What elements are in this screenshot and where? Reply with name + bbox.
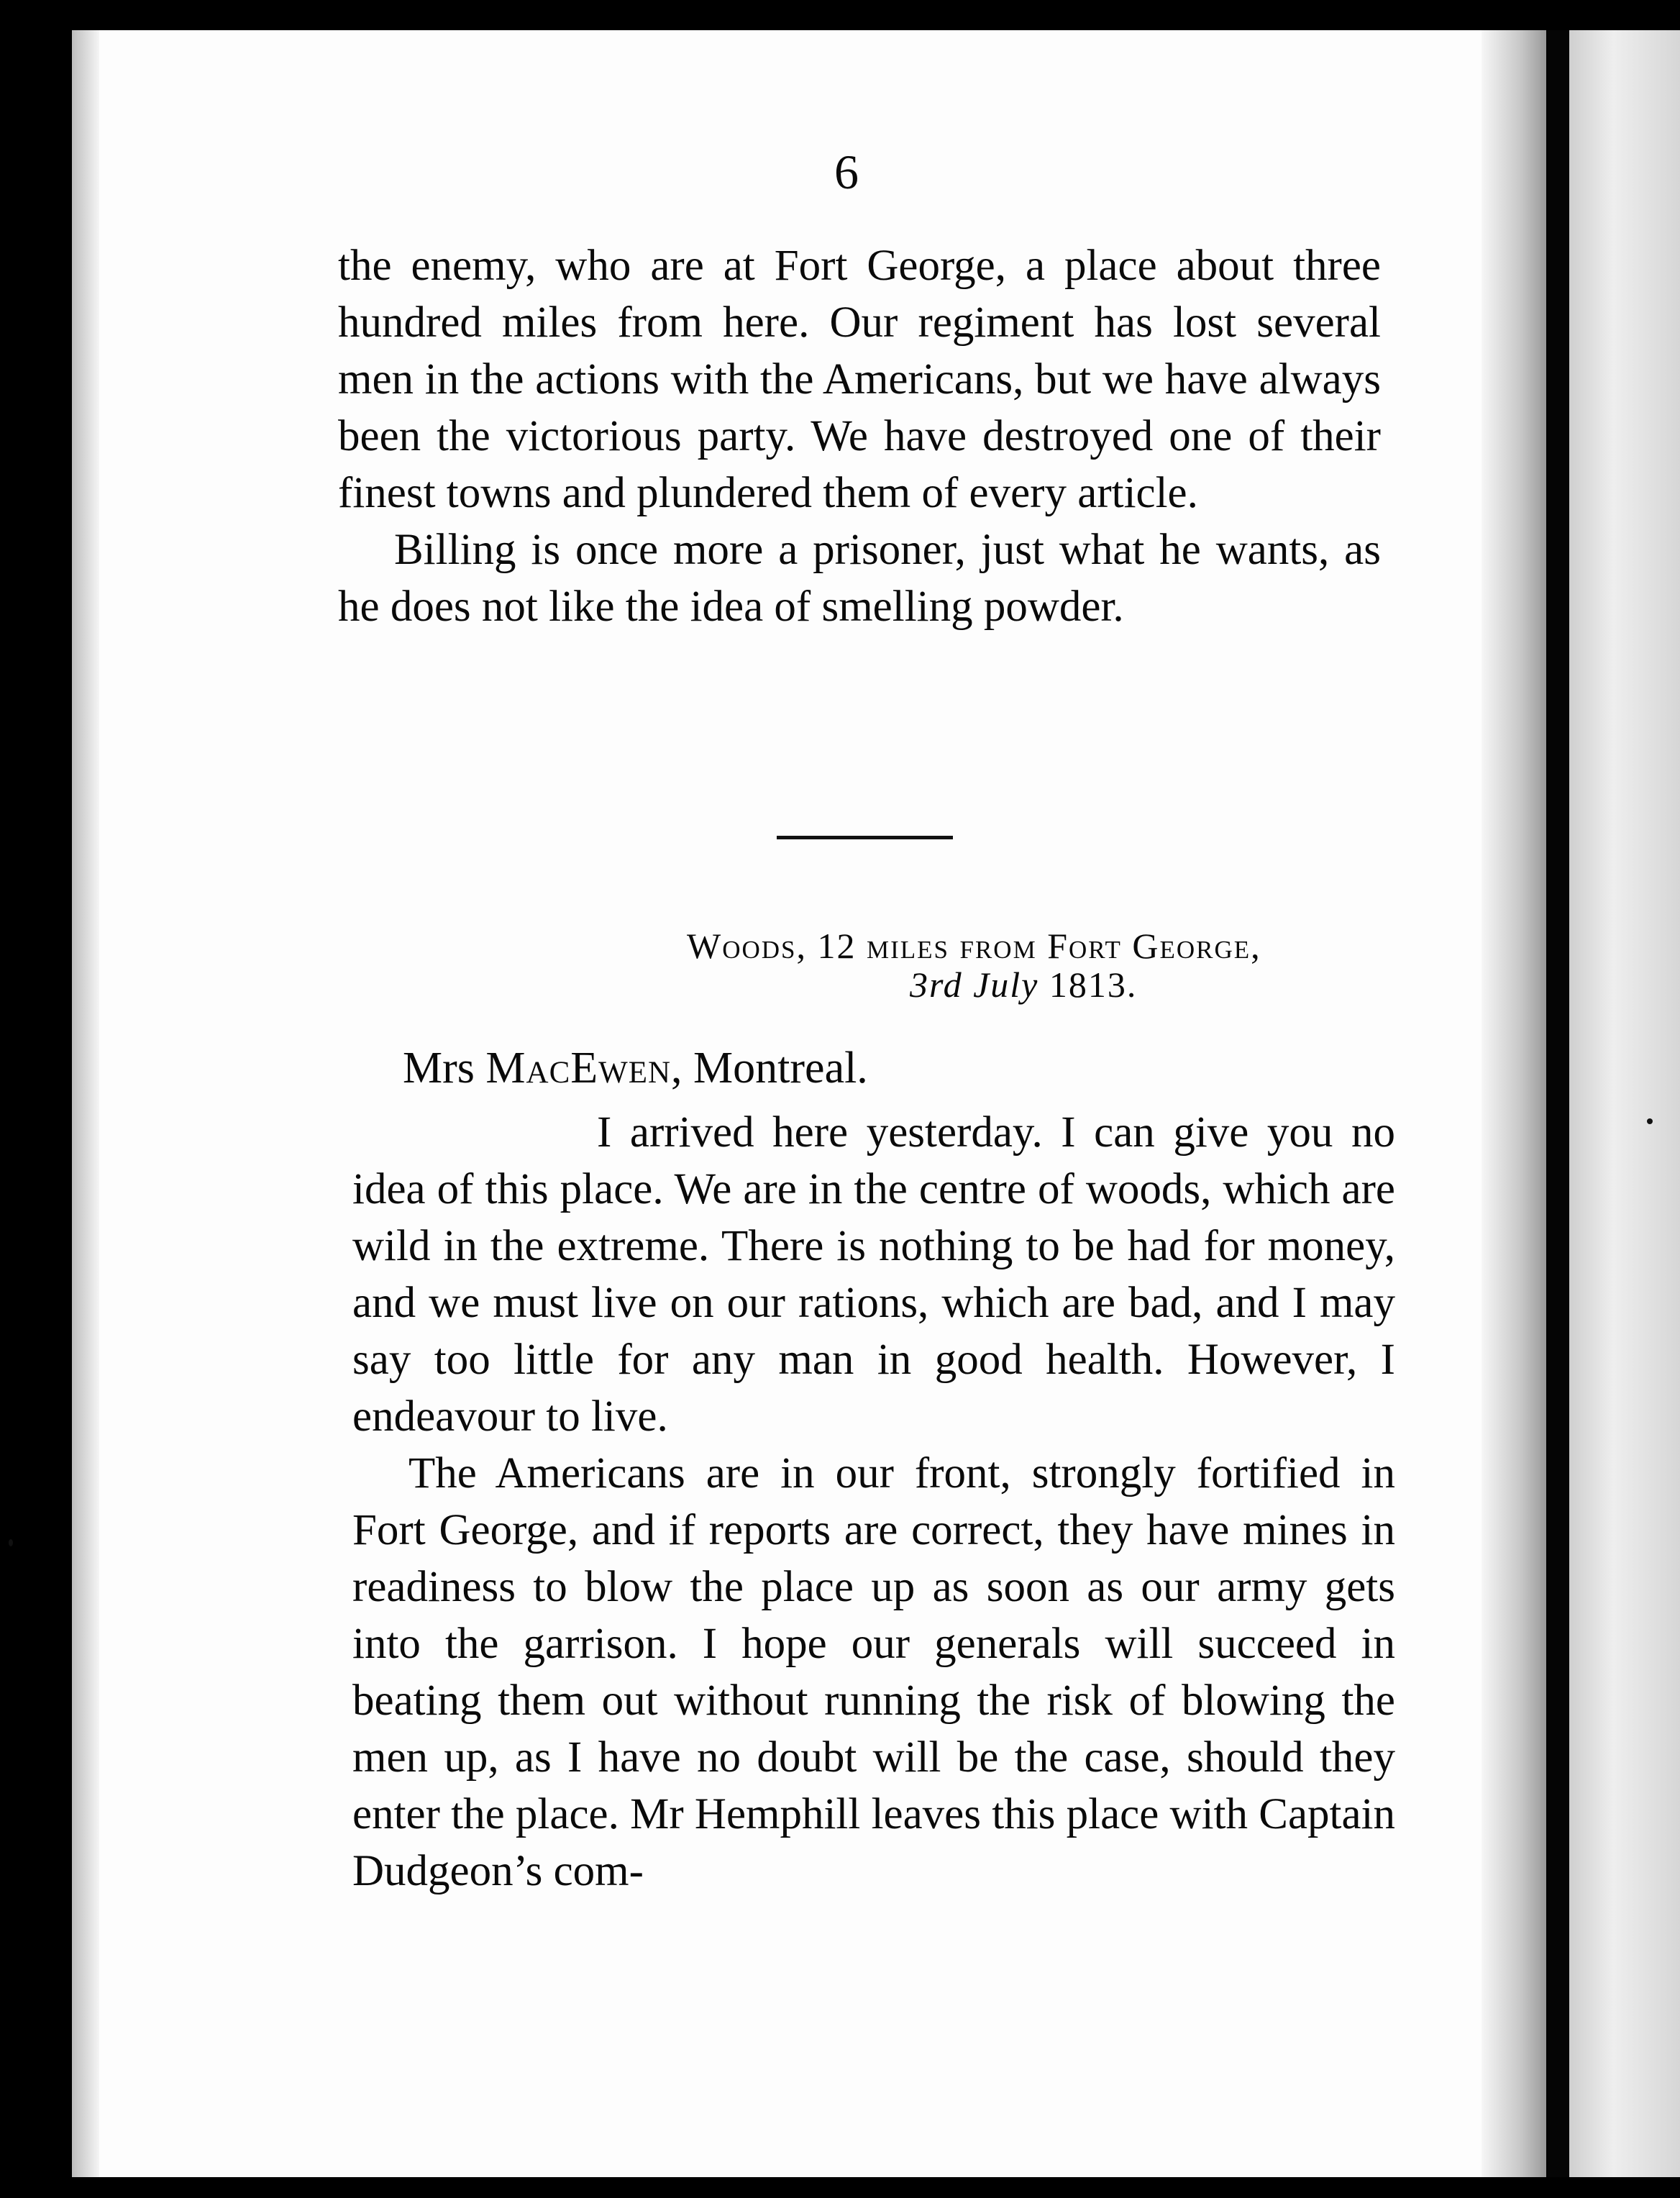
addressee-place: , Montreal. [671, 1044, 868, 1093]
page-binding-shadow [72, 30, 99, 2177]
adjacent-page-edge [1569, 30, 1680, 2177]
addressee-name: MacEwen [485, 1044, 672, 1093]
paragraph: I arrived here yesterday. I can give you no idea of this place. We are in the centre of woods, which are wild in the extreme. There is nothing to be had for money, and we must live on our rations, which are bad, and I may say too little for any man in good health. However, I endeavour to live. [352, 1108, 1395, 1441]
paragraph: Billing is once more a prisoner, just what he wants, as he does not like the idea of smelling powder. [338, 526, 1381, 631]
page-number: 6 [834, 145, 859, 199]
paragraph: The Americans are in our front, strongly fortified in Fort George, and if reports are correct, they have mines in readiness to blow the place up as soon as our army gets into the garrison. I hope our generals will succeed in beating them out without running the risk of blowing the men up, as I have no doubt will be the case, should they enter the place. Mr Hemphill leaves this place with Captain Dudgeon’s com- [352, 1449, 1395, 1895]
opening-text [338, 237, 1381, 635]
section-divider [777, 836, 953, 839]
paragraph: the enemy, who are at Fort George, a place about three hundred miles from here. Our regiment has lost several men in the actions with the Americans, but we have always been the victorious party. We have destroyed one of their finest towns and plundered them of every article. [338, 242, 1381, 517]
dateline-day: 3rd July [910, 965, 1039, 1005]
page-gutter [1548, 30, 1569, 2177]
page-edge-shadow [1482, 30, 1546, 2177]
letter-body [352, 1104, 1395, 1900]
letter-addressee [403, 1043, 868, 1094]
addressee-prefix: Mrs [403, 1044, 486, 1093]
letter-dateline-place: Woods, 12 miles from Fort George, [687, 926, 1261, 966]
dateline-year: 1813. [1038, 965, 1138, 1005]
scan-speck [1647, 1118, 1653, 1124]
letter-dateline-date [910, 964, 1137, 1005]
scan-speck [9, 1539, 13, 1546]
